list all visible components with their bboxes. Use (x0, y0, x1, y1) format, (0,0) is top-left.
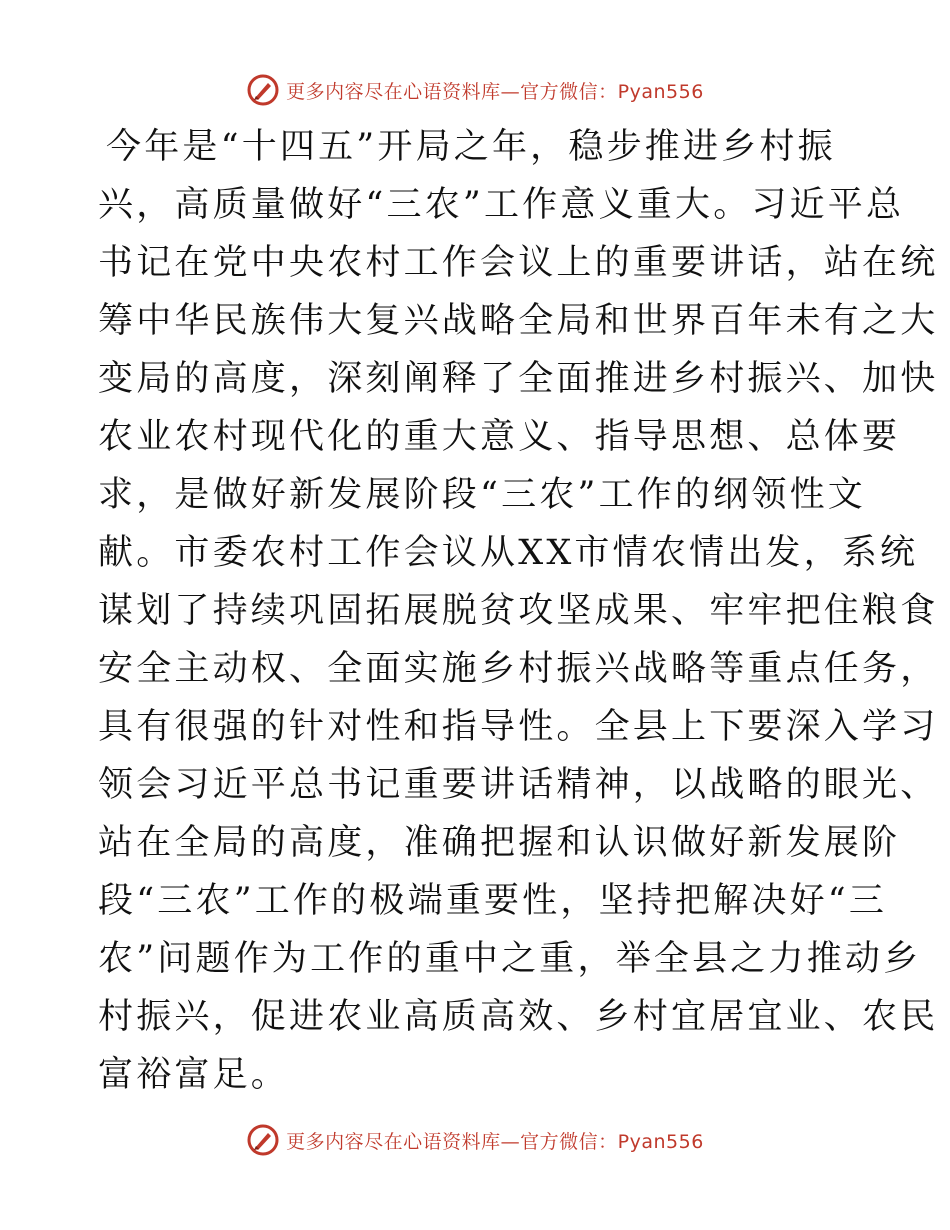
body-line: 兴，高质量做好“三农”工作意义重大。习近平总 (98, 185, 905, 225)
body-line: 今年是“十四五”开局之年，稳步推进乡村振 (106, 127, 836, 167)
pen-seal-icon (246, 73, 280, 107)
wechat-id: Pyan556 (617, 80, 704, 103)
watermark-text (286, 77, 704, 104)
watermark-label: 更多内容尽在心语资料库—官方微信： (286, 1130, 618, 1153)
body-line: 段“三农”工作的极端重要性，坚持把解决好“三 (98, 881, 888, 921)
pen-seal-icon (246, 1123, 280, 1157)
body-line: 献。市委农村工作会议从XX市情农情出发，系统 (98, 533, 919, 573)
body-line: 村振兴，促进农业高质高效、乡村宜居宜业、农民 (98, 997, 939, 1037)
body-line: 求，是做好新发展阶段“三农”工作的纲领性文 (98, 475, 866, 515)
body-line: 谋划了持续巩固拓展脱贫攻坚成果、牢牢把住粮食 (98, 591, 939, 631)
document-body (98, 118, 939, 1104)
body-line: 筹中华民族伟大复兴战略全局和世界百年未有之大 (98, 301, 939, 341)
wechat-id: Pyan556 (617, 1130, 704, 1153)
body-line: 富裕富足。 (98, 1055, 290, 1095)
watermark-label: 更多内容尽在心语资料库—官方微信： (286, 80, 618, 103)
body-line: 领会习近平总书记重要讲话精神，以战略的眼光、 (98, 765, 939, 805)
body-line: 书记在党中央农村工作会议上的重要讲话，站在统 (98, 243, 939, 283)
header-watermark-banner (0, 70, 950, 110)
body-line: 站在全局的高度，准确把握和认识做好新发展阶 (98, 823, 901, 863)
body-line: 农业农村现代化的重大意义、指导思想、总体要 (98, 417, 901, 457)
body-line: 具有很强的针对性和指导性。全县上下要深入学习 (98, 707, 939, 747)
body-line: 安全主动权、全面实施乡村振兴战略等重点任务， (98, 649, 939, 689)
body-line: 农”问题作为工作的重中之重，举全县之力推动乡 (98, 939, 922, 979)
watermark-text (286, 1127, 704, 1154)
footer-watermark-banner (0, 1120, 950, 1160)
body-line: 变局的高度，深刻阐释了全面推进乡村振兴、加快 (98, 359, 939, 399)
